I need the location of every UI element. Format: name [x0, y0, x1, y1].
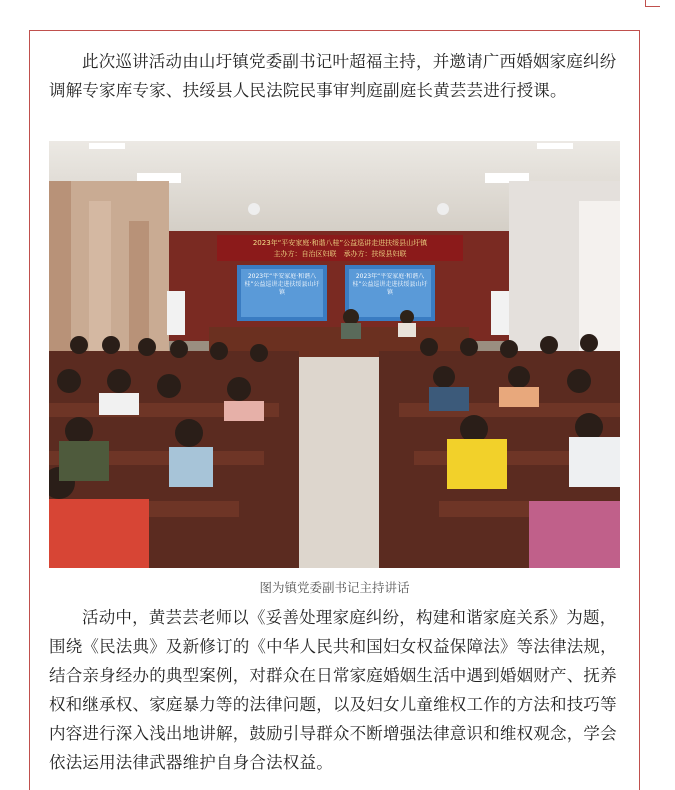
banner-line-2: 主办方：自治区妇联 承办方：扶绥县妇联	[273, 250, 407, 258]
top-corner-accent	[645, 0, 660, 7]
screen-right-text: 2023年“平安家庭·和谐八桂”公益巡讲走进扶绥县山圩镇	[352, 273, 428, 296]
photo-caption: 图为镇党委副书记主持讲话	[259, 580, 410, 595]
screen-left-text: 2023年“平安家庭·和谐八桂”公益巡讲走进扶绥县山圩镇	[244, 273, 320, 296]
body-paragraph: 活动中，黄芸芸老师以《妥善处理家庭纠纷，构建和谐家庭关系》为题，围绕《民法典》及新修订的《中华人民共和国妇女权益保障法》等法律法规，结合亲身经办的典型案例，对群众在日常家庭婚姻生活中遇到婚姻财产、抚养权和继承权、家庭暴力等的法律问题，以及妇女儿童维权工作的方法和技巧等内容进行深入浅出地讲解，鼓励引导群众不断增强法律意识和维权观念，学会依法运用法律武器维护自身合法权益。	[49, 608, 617, 772]
banner-line-1: 2023年“平安家庭·和谐八桂”公益巡讲走进扶绥县山圩镇	[252, 239, 428, 247]
event-photo	[49, 141, 620, 568]
intro-paragraph: 此次巡讲活动由山圩镇党委副书记叶超福主持，并邀请广西婚姻家庭纠纷调解专家库专家、扶绥县人民法院民事审判庭副庭长黄芸芸进行授课。	[49, 52, 617, 100]
